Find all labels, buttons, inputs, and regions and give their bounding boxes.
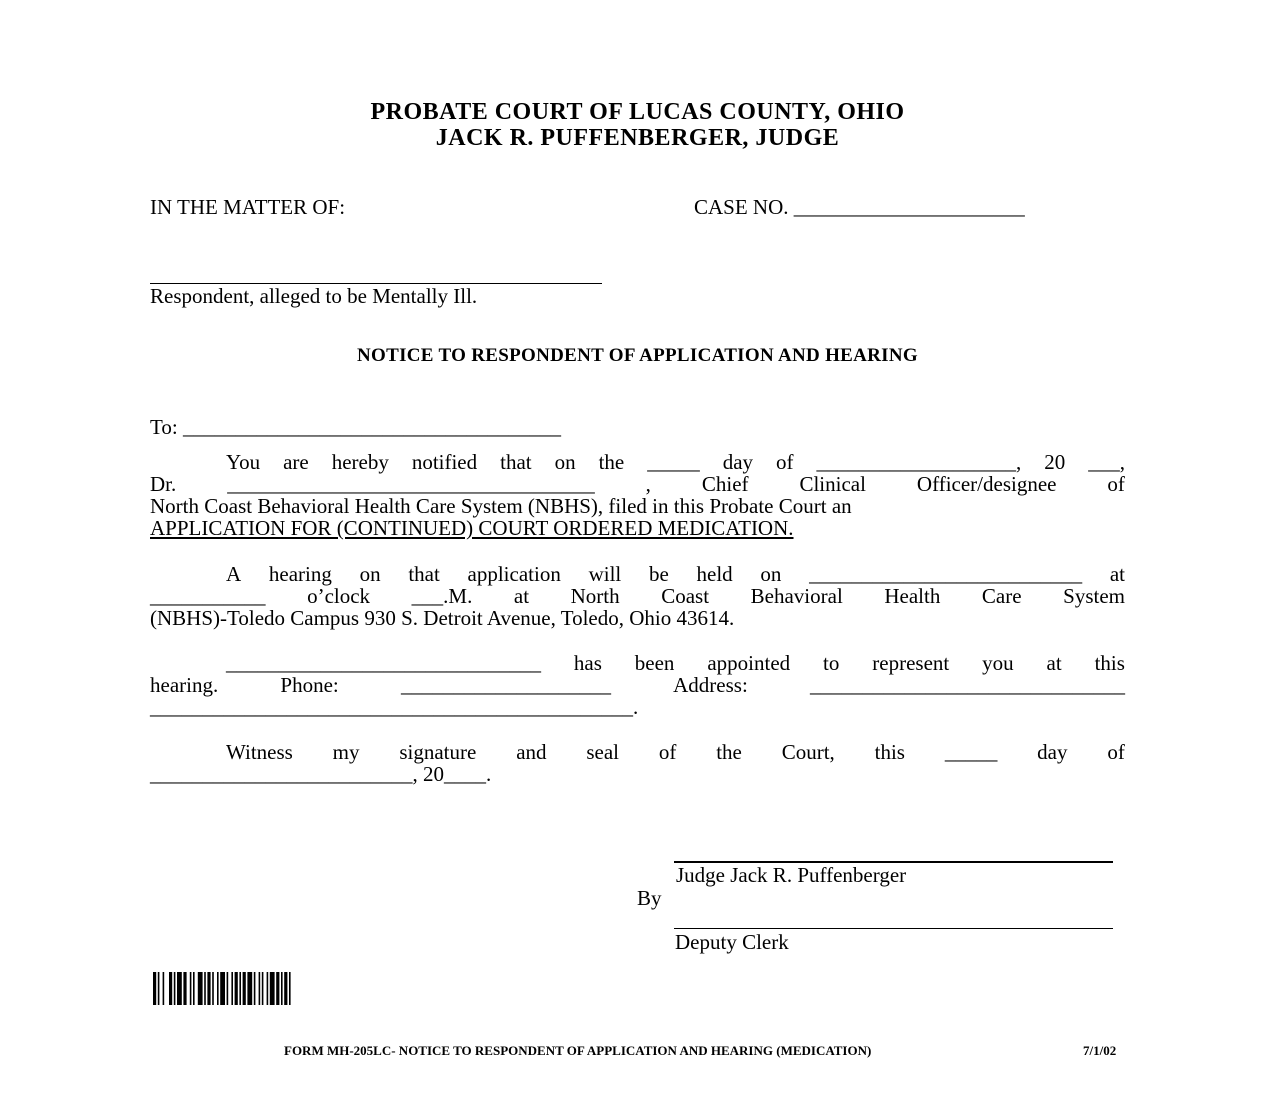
barcode-bar xyxy=(183,972,186,1005)
word: Witness xyxy=(226,740,293,764)
form-title: FORM MH-205LC- NOTICE TO RESPONDENT OF APPLICATION AND HEARING (MEDICATION) xyxy=(284,1043,872,1058)
word: you xyxy=(982,651,1014,675)
word: o’clock xyxy=(307,584,371,608)
barcode-bar xyxy=(177,972,182,1005)
word: hearing. xyxy=(150,673,219,697)
word: be xyxy=(648,562,669,586)
word: Officer/designee xyxy=(916,472,1057,496)
barcode xyxy=(153,972,345,1005)
word: held xyxy=(696,562,733,586)
word: are xyxy=(283,450,309,474)
deputy-clerk-signature-line xyxy=(674,928,1113,929)
word: and xyxy=(516,740,547,764)
word: day xyxy=(1037,740,1068,764)
word: appointed xyxy=(707,651,791,675)
word: Health xyxy=(884,584,941,608)
barcode-bar xyxy=(247,972,252,1005)
barcode-bar xyxy=(212,972,214,1005)
barcode-bar xyxy=(174,972,176,1005)
barcode-bar xyxy=(254,972,256,1005)
by-label: By xyxy=(637,886,662,910)
word: ______________________________ xyxy=(226,651,541,675)
word: ___.M. xyxy=(411,584,473,608)
barcode-bar xyxy=(239,972,241,1005)
form-date: 7/1/02 xyxy=(1083,1043,1117,1058)
word: of xyxy=(1107,472,1125,496)
hearing-location: (NBHS)-Toledo Campus 930 S. Detroit Avenue, Toledo, Ohio 43614. xyxy=(150,606,735,630)
word: of xyxy=(1107,740,1125,764)
barcode-bar xyxy=(204,972,206,1005)
word: been xyxy=(634,651,675,675)
respondent-label: Respondent, alleged to be Mentally Ill. xyxy=(150,284,478,308)
word: System xyxy=(1063,584,1125,608)
word: You xyxy=(226,450,261,474)
word: Clinical xyxy=(799,472,866,496)
notice-paragraph-line-3: North Coast Behavioral Health Care System (NBHS), filed in this Probate Court an xyxy=(150,494,852,518)
word: my xyxy=(332,740,360,764)
barcode-bar xyxy=(289,972,291,1005)
barcode-bar xyxy=(207,972,210,1005)
word: the xyxy=(598,450,625,474)
word: _____ xyxy=(647,450,700,474)
word: represent xyxy=(872,651,950,675)
word: will xyxy=(588,562,622,586)
case-number-field: CASE NO. ______________________ xyxy=(694,195,1025,219)
word: has xyxy=(573,651,602,675)
word: Address: xyxy=(673,673,748,697)
barcode-bar xyxy=(235,972,238,1005)
barcode-bar xyxy=(227,972,229,1005)
word: application xyxy=(467,562,561,586)
barcode-bar xyxy=(163,972,165,1005)
counsel-address-continued: ______________________________________________. xyxy=(150,695,639,719)
word: Care xyxy=(981,584,1022,608)
word: ___________________________________ xyxy=(227,472,595,496)
notice-title: NOTICE TO RESPONDENT OF APPLICATION AND HEARING xyxy=(357,345,918,366)
barcode-bar xyxy=(262,972,264,1005)
word: hereby xyxy=(331,450,389,474)
in-the-matter-label: IN THE MATTER OF: xyxy=(150,195,346,219)
word: on xyxy=(359,562,381,586)
barcode-bar xyxy=(220,972,225,1005)
word: this xyxy=(1094,651,1125,675)
barcode-bar xyxy=(276,972,279,1005)
word: signature xyxy=(399,740,477,764)
word: ___________ xyxy=(150,584,266,608)
word: Coast xyxy=(661,584,710,608)
word: Behavioral xyxy=(750,584,843,608)
word: ______________________________ xyxy=(810,673,1125,697)
barcode-bar xyxy=(153,972,156,1005)
barcode-bar xyxy=(281,972,283,1005)
word: to xyxy=(823,651,840,675)
barcode-bar xyxy=(231,972,233,1005)
word: that xyxy=(408,562,440,586)
word: at xyxy=(1046,651,1062,675)
word: at xyxy=(1109,562,1125,586)
barcode-bar xyxy=(193,972,195,1005)
barcode-bar xyxy=(158,972,160,1005)
word: the xyxy=(716,740,742,764)
word: ___, xyxy=(1088,450,1125,474)
barcode-bar xyxy=(259,972,261,1005)
word: that xyxy=(500,450,532,474)
barcode-bar xyxy=(169,972,172,1005)
barcode-bar xyxy=(217,972,219,1005)
barcode-bar xyxy=(243,972,246,1005)
to-line: To: ____________________________________ xyxy=(150,415,561,439)
barcode-bar xyxy=(190,972,192,1005)
word: seal xyxy=(586,740,620,764)
word: Court, xyxy=(781,740,835,764)
word: Phone: xyxy=(280,673,339,697)
word: A xyxy=(226,562,242,586)
word: of xyxy=(776,450,794,474)
court-name: PROBATE COURT OF LUCAS COUNTY, OHIO xyxy=(370,99,905,125)
word: North xyxy=(570,584,620,608)
word: __________________________ xyxy=(809,562,1083,586)
judge-name: Judge Jack R. Puffenberger xyxy=(676,863,907,887)
barcode-bar xyxy=(267,972,269,1005)
word: of xyxy=(658,740,677,764)
word: Dr. xyxy=(150,472,177,496)
barcode-bar xyxy=(284,972,287,1005)
barcode-bar xyxy=(270,972,275,1005)
word: , xyxy=(645,472,651,496)
word: ____________________ xyxy=(400,673,611,697)
witness-date-line: _________________________, 20____. xyxy=(150,762,492,786)
word: 20 xyxy=(1044,450,1066,474)
word: Chief xyxy=(701,472,749,496)
deputy-clerk-label: Deputy Clerk xyxy=(675,930,789,954)
application-title: APPLICATION FOR (CONTINUED) COURT ORDERED MEDICATION. xyxy=(150,516,794,540)
word: day xyxy=(722,450,754,474)
word: on xyxy=(760,562,782,586)
barcode-bar xyxy=(198,972,203,1005)
word: on xyxy=(554,450,576,474)
word: this xyxy=(874,740,905,764)
word: ___________________, xyxy=(816,450,1022,474)
judge-title: JACK R. PUFFENBERGER, JUDGE xyxy=(435,125,840,151)
word: notified xyxy=(411,450,478,474)
word: _____ xyxy=(944,740,998,764)
word: at xyxy=(513,584,530,608)
word: hearing xyxy=(268,562,332,586)
